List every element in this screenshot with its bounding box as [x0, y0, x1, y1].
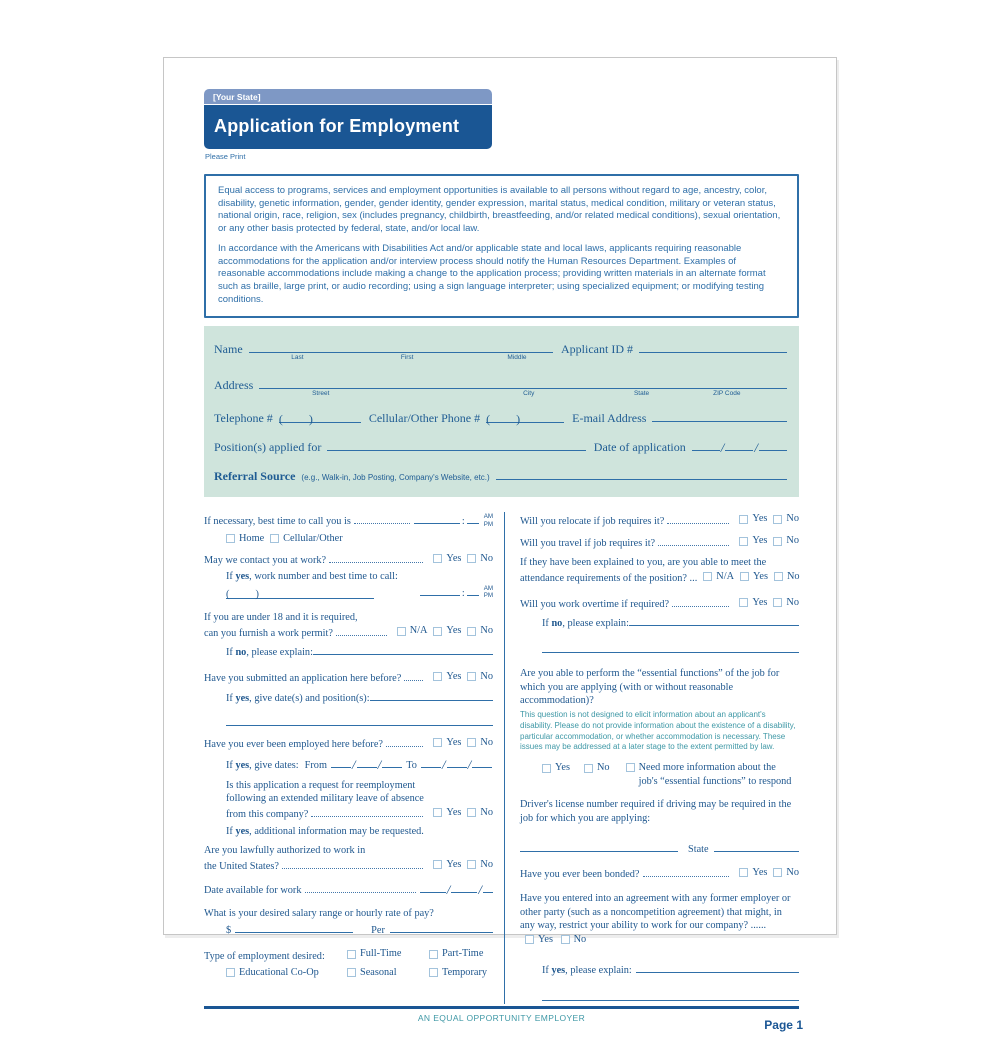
need-more-info-checkbox[interactable]: [626, 761, 792, 788]
date-month-field[interactable]: [692, 439, 720, 451]
checkbox-icon[interactable]: [626, 763, 635, 772]
overtime-explain-field[interactable]: [629, 614, 799, 626]
submitted-yes-checkbox[interactable]: Yes: [433, 670, 461, 684]
checkbox-icon[interactable]: [773, 868, 782, 877]
reemployment-row: [226, 806, 493, 822]
checkbox-icon[interactable]: [703, 572, 712, 581]
page-footer: [204, 1006, 803, 1046]
temporary-checkbox[interactable]: Temporary: [429, 966, 487, 980]
address-label: Address: [214, 378, 254, 393]
to-label: To: [406, 759, 417, 771]
eeo-notice-box: [204, 174, 799, 318]
attendance-yes-checkbox[interactable]: Yes: [740, 570, 768, 584]
salary-row: [226, 921, 493, 938]
if-yes-explain-label: If yes, please explain:: [542, 964, 632, 976]
from-day-field[interactable]: [357, 756, 377, 768]
checkbox-icon[interactable]: [774, 572, 783, 581]
cellular-field[interactable]: [486, 411, 564, 427]
checkbox-icon[interactable]: [467, 672, 476, 681]
avail-day-field[interactable]: [451, 881, 477, 893]
close-paren: ): [308, 412, 313, 427]
referral-source-field[interactable]: [496, 468, 787, 480]
date-available-question: Date available for work: [204, 884, 302, 896]
overtime-row: [520, 596, 799, 612]
attendance-row: [520, 570, 799, 586]
work-time-minutes-field[interactable]: [467, 584, 479, 596]
checkbox-icon[interactable]: [773, 537, 782, 546]
checkbox-icon[interactable]: [739, 515, 748, 524]
essential-no-checkbox[interactable]: No: [584, 761, 610, 775]
dollar-sign: $: [226, 924, 232, 936]
contact-work-no-checkbox[interactable]: No: [467, 552, 493, 566]
dotted-leader: [386, 746, 423, 747]
checkbox-icon[interactable]: [467, 627, 476, 636]
reemployment-line2: following an extended military leave of absence: [226, 793, 424, 805]
employment-type-row1: [204, 947, 493, 963]
reemployment-yes-checkbox[interactable]: Yes: [433, 806, 461, 820]
to-day-field[interactable]: [447, 756, 467, 768]
state-label: State: [688, 843, 709, 855]
left-column: [204, 512, 504, 1004]
work-number-row: [226, 584, 493, 601]
checkbox-icon[interactable]: [347, 968, 356, 977]
attendance-question: attendance requirements of the position? ...: [520, 573, 698, 585]
bonded-no-checkbox[interactable]: No: [773, 866, 799, 880]
license-number-field[interactable]: [520, 840, 678, 852]
attendance-na-checkbox[interactable]: N/A: [703, 570, 734, 584]
authorized-yes-checkbox[interactable]: Yes: [433, 858, 461, 872]
checkbox-icon[interactable]: [467, 554, 476, 563]
work-permit-na-checkbox[interactable]: N/A: [397, 624, 428, 638]
best-time-question: If necessary, best time to call you is: [204, 516, 351, 528]
telephone-label: Telephone #: [214, 411, 273, 426]
applicant-id-label: Applicant ID #: [561, 342, 633, 357]
noncompete-explain-row: [542, 961, 799, 978]
name-field[interactable]: [249, 341, 553, 362]
employed-no-checkbox[interactable]: No: [467, 736, 493, 750]
dotted-leader: [336, 635, 387, 636]
overtime-no-checkbox[interactable]: No: [773, 596, 799, 610]
questions-area: [204, 512, 799, 1004]
overtime-explain-field2[interactable]: [542, 641, 799, 653]
checkbox-icon[interactable]: [433, 672, 442, 681]
dotted-leader: [311, 816, 423, 817]
work-number-field[interactable]: ( ): [226, 587, 374, 599]
page-number: Page 1: [764, 1018, 803, 1033]
address-sublabel-street: Street: [312, 390, 330, 398]
open-paren: (: [278, 412, 283, 427]
relocate-yes-checkbox[interactable]: Yes: [739, 512, 767, 526]
checkbox-icon[interactable]: [347, 950, 356, 959]
overtime-explain-row: [542, 614, 799, 631]
per-label: Per: [371, 924, 385, 936]
authorized-row: [204, 858, 493, 874]
checkbox-icon[interactable]: [739, 598, 748, 607]
work-number-note: If yes, work number and best time to call:: [226, 571, 398, 583]
license-question: Driver's license number required if driving may be required in the job for which you are applying:: [520, 799, 792, 825]
need-more-info-label: Need more information about the job's “essential functions” to respond: [638, 762, 792, 787]
noncompete-question-block: [520, 892, 799, 949]
best-time-row: [204, 512, 493, 529]
from-month-field[interactable]: [331, 756, 351, 768]
full-time-checkbox[interactable]: Full-Time: [347, 947, 429, 961]
slash: /: [720, 440, 725, 456]
referral-source-label: Referral Source: [214, 469, 296, 484]
address-field[interactable]: [259, 377, 787, 398]
noncompete-explain-field2[interactable]: [542, 989, 799, 1001]
to-year-field[interactable]: [472, 756, 492, 768]
positions-field[interactable]: [327, 439, 585, 451]
colon: :: [461, 516, 465, 528]
colon: :: [461, 588, 465, 600]
educational-coop-checkbox[interactable]: Educational Co-Op: [226, 966, 369, 980]
authorized-no-checkbox[interactable]: No: [467, 858, 493, 872]
if-no-explain-label: If no, please explain:: [542, 618, 629, 630]
checkbox-icon[interactable]: [270, 534, 279, 543]
name-row: [214, 341, 787, 362]
work-time-field[interactable]: [420, 584, 460, 596]
license-state-field[interactable]: [714, 840, 799, 852]
date-year-field[interactable]: [759, 439, 787, 451]
phone-type-row: [226, 532, 493, 546]
attendance-line1: If they have been explained to you, are you able to meet the: [520, 557, 767, 569]
noncompete-question: Have you entered into an agreement with any former employer or other party (such as a noncompetition agreement) that might, in any way, restrict your ability to work for our company? ......: [520, 893, 791, 932]
employment-dates-row: If yes, give dates: From / / To / /: [226, 755, 493, 773]
checkbox-icon[interactable]: [739, 537, 748, 546]
dotted-leader: [354, 523, 410, 524]
dotted-leader: [282, 868, 424, 869]
noncompete-yes-checkbox[interactable]: Yes: [525, 933, 553, 947]
checkbox-icon[interactable]: [433, 554, 442, 563]
salary-question: What is your desired salary range or hourly rate of pay?: [204, 908, 434, 920]
submitted-details-row2: [226, 714, 493, 726]
avail-month-field[interactable]: [420, 881, 446, 893]
date-available-row: Date available for work / /: [204, 880, 493, 898]
dotted-leader: [643, 876, 730, 877]
address-row: [214, 377, 787, 398]
part-time-checkbox[interactable]: Part-Time: [429, 947, 483, 961]
checkbox-icon[interactable]: [467, 808, 476, 817]
work-permit-no-checkbox[interactable]: No: [467, 624, 493, 638]
bonded-question: Have you ever been bonded?: [520, 869, 640, 881]
checkbox-icon[interactable]: [429, 968, 438, 977]
checkbox-icon[interactable]: [542, 764, 551, 773]
overtime-yes-checkbox[interactable]: Yes: [739, 596, 767, 610]
disability-disclaimer: This question is not designed to elicit information about an applicant's disability. Please do not provide information about the existence of a disability, particular accommodation, or whether accommodation is necessary. These issues may be addressed at a later stage to the extent permitted by law.: [520, 709, 796, 752]
dotted-leader: [329, 562, 423, 563]
positions-label: Position(s) applied for: [214, 440, 322, 455]
contact-at-work-row: [204, 552, 493, 568]
bonded-yes-checkbox[interactable]: Yes: [739, 866, 767, 880]
state-tag: [Your State]: [204, 89, 492, 105]
essential-yes-checkbox[interactable]: Yes: [542, 761, 570, 775]
avail-year-field[interactable]: [483, 881, 493, 893]
position-row: [214, 439, 787, 455]
checkbox-icon[interactable]: [433, 738, 442, 747]
reemployment-question: from this company?: [226, 808, 309, 820]
checkbox-icon[interactable]: [525, 935, 534, 944]
if-no-explain-label: If no, please explain:: [226, 647, 313, 659]
right-column: [504, 512, 799, 1004]
submitted-before-question: Have you submitted an application here before?: [204, 672, 402, 684]
from-year-field[interactable]: [382, 756, 402, 768]
checkbox-icon[interactable]: [467, 860, 476, 869]
submitted-details-field[interactable]: [370, 689, 493, 701]
checkbox-icon[interactable]: [433, 627, 442, 636]
reemployment-line1: Is this application a request for reemployment: [226, 779, 416, 791]
name-sublabel-first: First: [400, 354, 414, 362]
authorized-question: the United States?: [204, 860, 279, 872]
travel-row: [520, 534, 799, 550]
overtime-question: Will you work overtime if required?: [520, 598, 670, 610]
additional-info-note: If yes, additional information may be requested.: [226, 825, 424, 837]
email-label: E-mail Address: [572, 411, 647, 426]
license-row: [520, 840, 799, 857]
checkbox-icon[interactable]: [429, 950, 438, 959]
permit-explain-row: [226, 643, 493, 660]
submitted-before-row: [204, 670, 493, 686]
to-month-field[interactable]: [421, 756, 441, 768]
relocate-question: Will you relocate if job requires it?: [520, 515, 665, 527]
phone-row: [214, 410, 787, 426]
open-paren: (: [486, 412, 491, 427]
if-yes-give-dates-label: If yes, give dates:: [226, 759, 299, 771]
close-paren: ): [516, 412, 521, 427]
travel-yes-checkbox[interactable]: Yes: [739, 534, 767, 548]
dotted-leader: [658, 545, 729, 546]
name-label: Name: [214, 342, 243, 357]
slash: /: [754, 440, 758, 456]
checkbox-icon[interactable]: [397, 627, 406, 636]
please-print-note: Please Print: [205, 152, 246, 161]
overtime-explain-row2: [542, 641, 799, 653]
employed-before-row: [204, 736, 493, 752]
employment-type-label: Type of employment desired:: [204, 950, 325, 962]
checkbox-icon[interactable]: [226, 968, 235, 977]
cellular-label: Cellular/Other Phone #: [368, 411, 481, 426]
if-yes-dates-label: If yes, give date(s) and position(s):: [226, 692, 370, 704]
relocate-row: [520, 512, 799, 528]
cellular-other-checkbox[interactable]: Cellular/Other: [270, 532, 342, 546]
from-label: From: [304, 759, 327, 771]
checkbox-icon[interactable]: [739, 868, 748, 877]
checkbox-icon[interactable]: [561, 935, 570, 944]
checkbox-icon[interactable]: [433, 860, 442, 869]
applicant-id-field[interactable]: [639, 341, 787, 353]
attendance-no-checkbox[interactable]: No: [774, 570, 800, 584]
work-permit-question: can you furnish a work permit?: [204, 627, 333, 639]
name-sublabel-middle: Middle: [507, 354, 527, 362]
email-field[interactable]: [652, 410, 787, 422]
equal-opportunity-text: AN EQUAL OPPORTUNITY EMPLOYER: [417, 1013, 586, 1024]
form-header: [204, 89, 492, 149]
authorized-line1: Are you lawfully authorized to work in: [204, 845, 366, 857]
travel-question: Will you travel if job requires it?: [520, 537, 656, 549]
dotted-leader: [404, 680, 423, 681]
reemployment-no-checkbox[interactable]: No: [467, 806, 493, 820]
salary-amount-field[interactable]: [235, 921, 353, 933]
submitted-no-checkbox[interactable]: No: [467, 670, 493, 684]
name-sublabel-last: Last: [291, 354, 304, 362]
submitted-details-field2[interactable]: [226, 714, 493, 726]
applicant-info-section: [204, 326, 799, 497]
am-pm-note: AM PM: [483, 584, 493, 600]
noncompete-explain-field[interactable]: [636, 961, 799, 973]
work-permit-yes-checkbox[interactable]: Yes: [433, 624, 461, 638]
date-day-field[interactable]: [725, 439, 753, 451]
am-pm-note: AM PM: [483, 513, 493, 528]
essential-functions-question: Are you able to perform the “essential functions” of the job for which you are applying (with or without reasonable accommodation)?: [520, 668, 780, 707]
checkbox-icon[interactable]: [740, 572, 749, 581]
address-sublabel-city: City: [523, 390, 535, 398]
work-permit-row: [204, 624, 493, 640]
checkbox-icon[interactable]: [467, 738, 476, 747]
employed-before-question: Have you ever been employed here before?: [204, 739, 383, 751]
travel-no-checkbox[interactable]: No: [773, 534, 799, 548]
employed-yes-checkbox[interactable]: Yes: [433, 736, 461, 750]
best-time-field[interactable]: [414, 512, 460, 524]
permit-explain-field[interactable]: [313, 643, 493, 655]
checkbox-icon[interactable]: [773, 598, 782, 607]
checkbox-icon[interactable]: [584, 764, 593, 773]
essential-functions-answer-row: [520, 761, 799, 788]
checkbox-icon[interactable]: [433, 808, 442, 817]
page-title: Application for Employment: [204, 105, 492, 149]
eeo-paragraph: Equal access to programs, services and employment opportunities is available to all persons without regard to age, ancestry, color, disability, genetic information, gender, gender identity, gender expression, marital status, medical condition, military or veteran status, national origin, race, religion, sex (includes pregnancy, childbirth, breastfeeding, and/or related medical conditions), sexual orientation, or any other basis protected by federal, state, and/or local law.: [218, 185, 781, 235]
ada-paragraph: In accordance with the Americans with Disabilities Act and/or applicable state and local laws, applicants requiring reasonable accommodations for the application and/or interview process should notify the Human Resources Department. Examples of reasonable accommodations include making a change to the application process; providing written materials in an alternate format such as braille, large print, or audio recording; using a sign language interpreter; using specialized equipment; or modifying testing conditions.: [218, 242, 766, 305]
application-page: [163, 57, 837, 1033]
dotted-leader: [305, 892, 416, 893]
best-time-minutes-field[interactable]: [467, 512, 479, 524]
seasonal-checkbox[interactable]: Seasonal: [347, 966, 429, 980]
telephone-field[interactable]: [278, 411, 361, 427]
referral-row: [214, 468, 787, 484]
checkbox-icon[interactable]: [773, 515, 782, 524]
relocate-no-checkbox[interactable]: No: [773, 512, 799, 526]
address-sublabel-state: State: [633, 390, 650, 398]
date-of-application-label: Date of application: [593, 440, 686, 455]
noncompete-no-checkbox[interactable]: No: [561, 933, 587, 947]
bonded-row: [520, 866, 799, 882]
home-checkbox[interactable]: Home: [226, 532, 264, 546]
submitted-details-row: [226, 689, 493, 706]
under18-line1: If you are under 18 and it is required,: [204, 611, 358, 623]
address-sublabel-zip: ZIP Code: [713, 390, 741, 398]
checkbox-icon[interactable]: [226, 534, 235, 543]
dotted-leader: [667, 523, 729, 524]
referral-source-hint: (e.g., Walk-in, Job Posting, Company's Website, etc.): [301, 473, 490, 483]
contact-at-work-question: May we contact you at work?: [204, 554, 327, 566]
salary-period-field[interactable]: [390, 921, 493, 933]
dotted-leader: [672, 606, 729, 607]
employment-type-row2: [204, 966, 493, 980]
contact-work-yes-checkbox[interactable]: Yes: [433, 552, 461, 566]
noncompete-explain-row2: [542, 989, 799, 1001]
